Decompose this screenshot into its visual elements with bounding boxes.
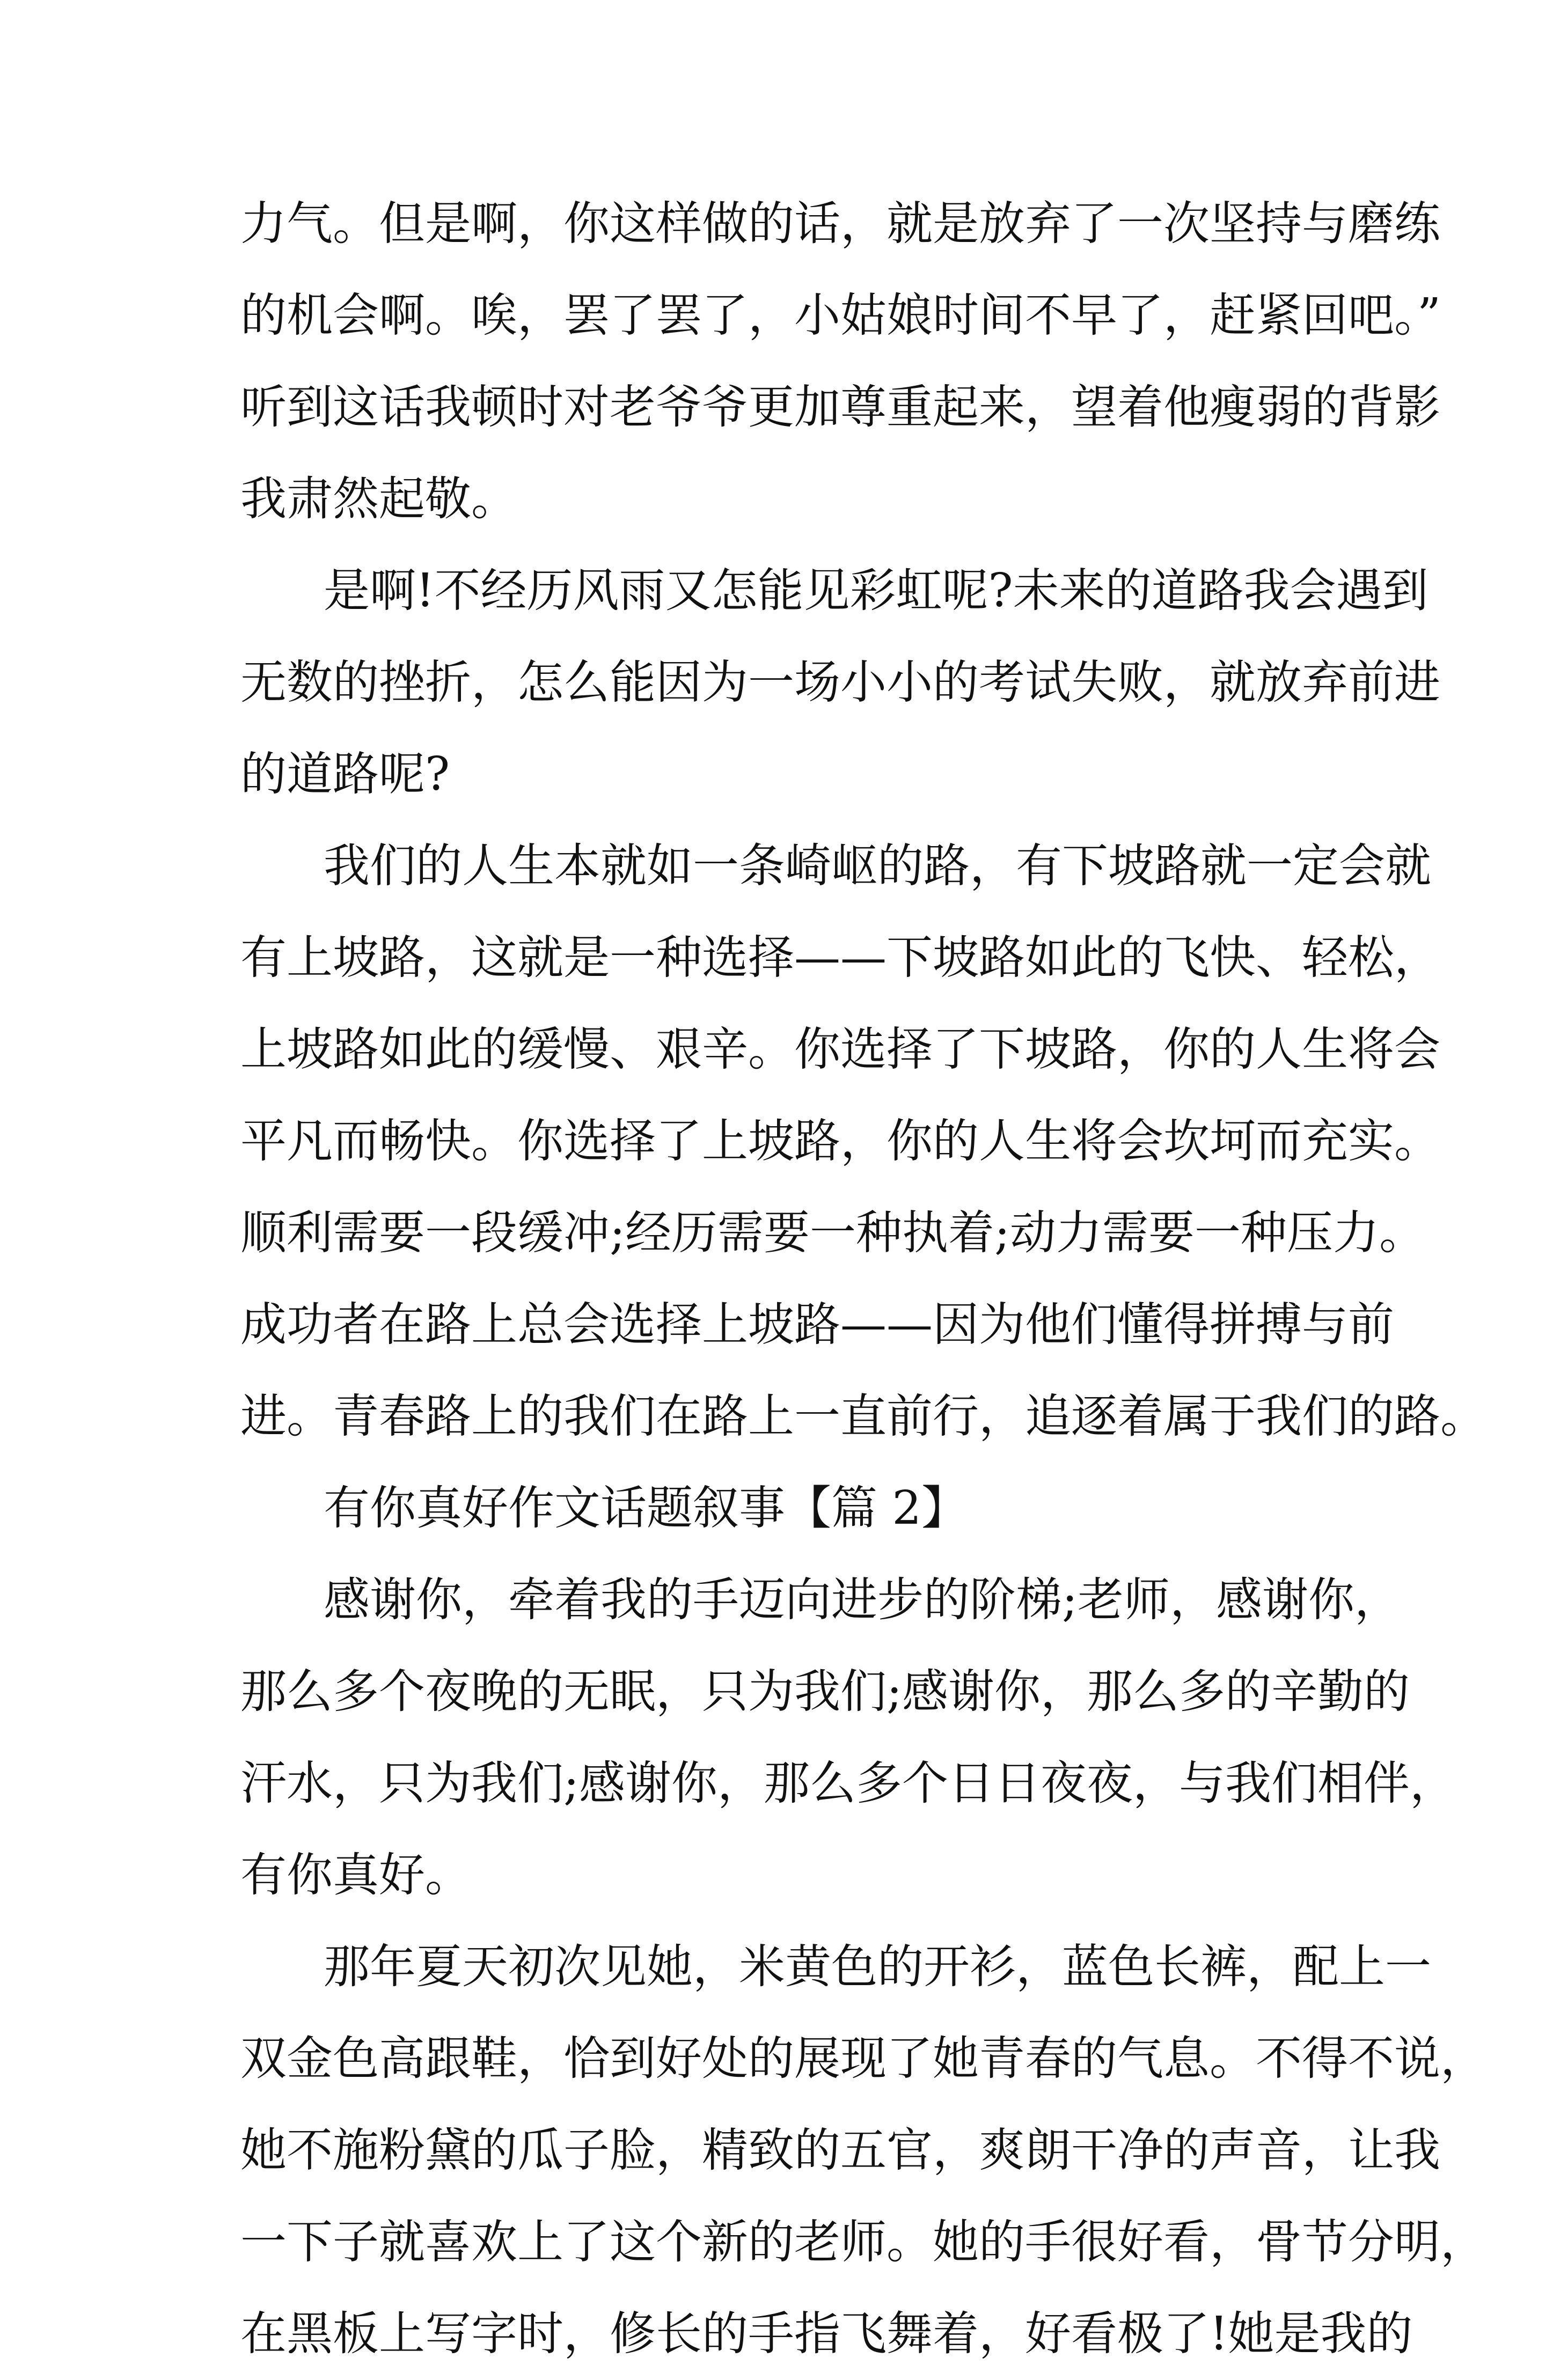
- text-line: 力气。但是啊，你这样做的话，就是放弃了一次坚持与磨练: [240, 197, 1440, 251]
- text-line: 她不施粉黛的瓜子脸，精致的五官，爽朗干净的声音，让我: [240, 2124, 1440, 2177]
- text-line: 汗水，只为我们;感谢你，那么多个日日夜夜，与我们相伴，: [240, 1757, 1456, 1810]
- paragraph-first-line: 那年夏天初次见她，米黄色的开衫，蓝色长裤，配上一: [324, 1940, 1431, 1994]
- text-line: 的机会啊。唉，罢了罢了，小姑娘时间不早了，赶紧回吧。”: [240, 289, 1441, 342]
- document-body: [240, 178, 1486, 2380]
- text-line: 成功者在路上总会选择上坡路——因为他们懂得拼搏与前: [240, 1298, 1394, 1351]
- text-line: 在黑板上写字时，修长的手指飞舞着，好看极了!她是我的: [240, 2307, 1413, 2361]
- text-line: 双金色高跟鞋，恰到好处的展现了她青春的气息。不得不说，: [240, 2032, 1486, 2085]
- section-heading: 有你真好作文话题叙事【篇 2】: [324, 1481, 968, 1535]
- text-line: 的道路呢?: [240, 747, 450, 801]
- text-line: 有你真好。: [240, 1848, 471, 1902]
- text-line: 无数的挫折，怎么能因为一场小小的考试失败，就放弃前进: [240, 656, 1440, 709]
- text-line: 那么多个夜晚的无眠，只为我们;感谢你，那么多的辛勤的: [240, 1665, 1410, 1718]
- text-line: 上坡路如此的缓慢、艰辛。你选择了下坡路，你的人生将会: [240, 1023, 1440, 1076]
- paragraph-first-line: 我们的人生本就如一条崎岖的路，有下坡路就一定会就: [324, 839, 1431, 893]
- text-line: 听到这话我顿时对老爷爷更加尊重起来，望着他瘦弱的背影: [240, 380, 1440, 434]
- text-line: 我肃然起敬。: [240, 472, 517, 526]
- text-line: 顺利需要一段缓冲;经历需要一种执着;动力需要一种压力。: [240, 1206, 1425, 1260]
- paragraph-first-line: 是啊!不经历风雨又怎能见彩虹呢?未来的道路我会遇到: [324, 564, 1429, 618]
- text-line: 平凡而畅快。你选择了上坡路，你的人生将会坎坷而充实。: [240, 1114, 1440, 1168]
- text-line: 有上坡路，这就是一种选择——下坡路如此的飞快、轻松，: [240, 931, 1440, 985]
- text-line: 进。青春路上的我们在路上一直前行，追逐着属于我们的路。: [240, 1390, 1486, 1443]
- text-line: 一下子就喜欢上了这个新的老师。她的手很好看，骨节分明，: [240, 2215, 1486, 2269]
- paragraph-first-line: 感谢你，牵着我的手迈向进步的阶梯;老师，感谢你，: [324, 1573, 1401, 1627]
